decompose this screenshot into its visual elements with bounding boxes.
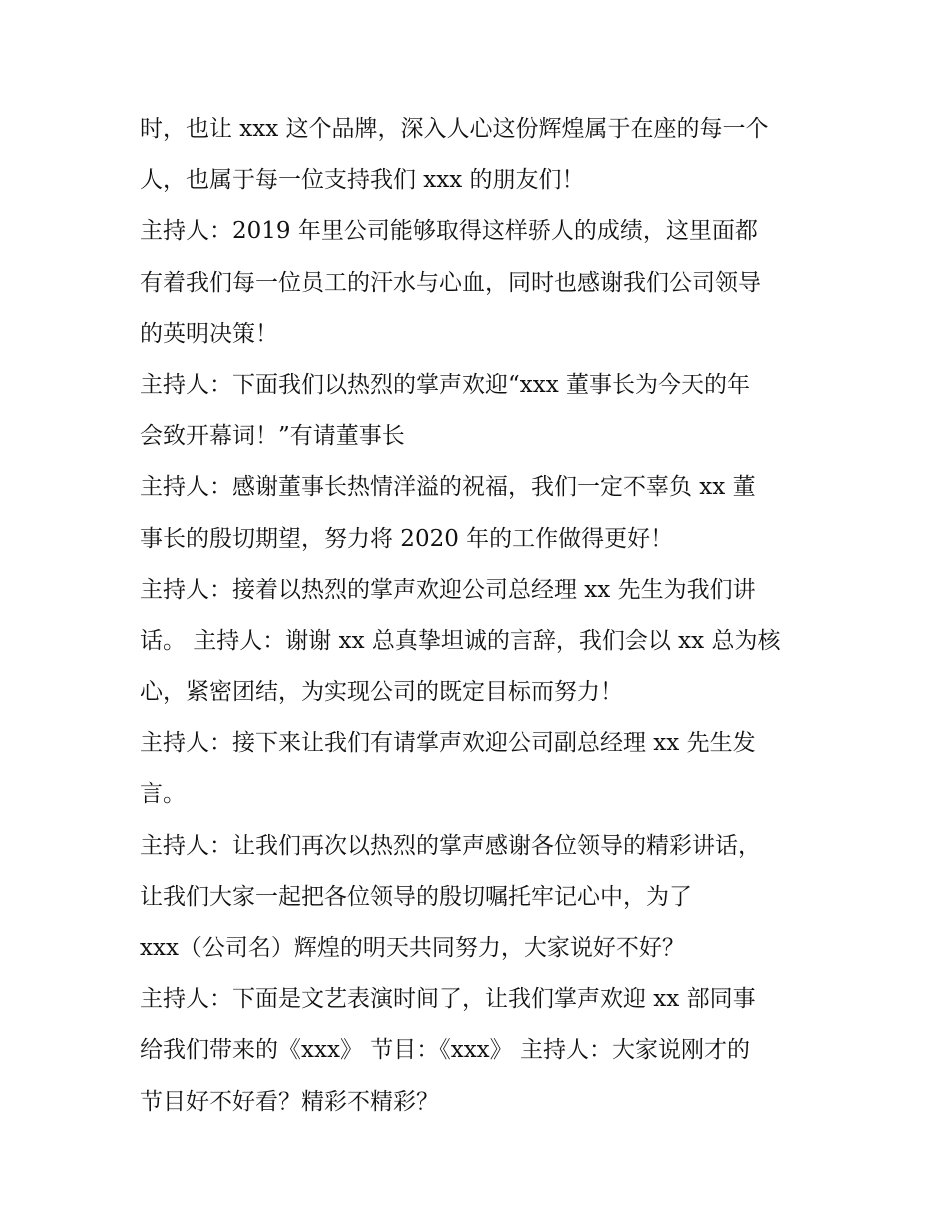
text-line: 的英明决策！ — [140, 320, 278, 347]
text-line: 时，也让 xxx 这个品牌，深入人心这份辉煌属于在座的每一个 — [140, 116, 769, 142]
text-line: 人，也属于每一位支持我们 xxx 的朋友们！ — [140, 167, 585, 194]
text-line: 主持人：下面是文艺表演时间了，让我们掌声欢迎 xx 部同事 — [140, 986, 756, 1013]
document-body — [140, 104, 840, 1128]
text-line: 给我们带来的《xxx》 节目：《xxx》 主持人：大家说刚才的 — [140, 1037, 750, 1064]
text-line: 心，紧密团结，为实现公司的既定目标而努力！ — [140, 679, 623, 706]
text-line: 节目好不好看？精彩不精彩？ — [140, 1088, 439, 1115]
text-line: 话。 主持人：谢谢 xx 总真挚坦诚的言辞，我们会以 xx 总为核 — [140, 627, 781, 654]
text-line: 会致开幕词！”有请董事长 — [140, 423, 405, 450]
text-line: 主持人：接着以热烈的掌声欢迎公司总经理 xx 先生为我们讲 — [140, 576, 756, 603]
text-line: 主持人：接下来让我们有请掌声欢迎公司副总经理 xx 先生发 — [140, 730, 756, 757]
text-line: 事长的殷切期望，努力将 2020 年的工作做得更好！ — [140, 525, 674, 552]
text-line: 让我们大家一起把各位领导的殷切嘱托牢记心中，为了 — [140, 883, 692, 910]
text-line: 主持人：感谢董事长热情洋溢的祝福，我们一定不辜负 xx 董 — [140, 474, 756, 501]
text-line: 言。 — [140, 781, 186, 808]
text-line: 有着我们每一位员工的汗水与心血，同时也感谢我们公司领导 — [140, 269, 761, 296]
text-line: xxx（公司名）辉煌的明天共同努力，大家说好不好？ — [140, 935, 685, 961]
text-line: 主持人：让我们再次以热烈的掌声感谢各位领导的精彩讲话， — [140, 832, 761, 859]
text-line: 主持人：2019 年里公司能够取得这样骄人的成绩，这里面都 — [140, 218, 758, 245]
text-line: 主持人：下面我们以热烈的掌声欢迎“xxx 董事长为今天的年 — [140, 371, 750, 398]
